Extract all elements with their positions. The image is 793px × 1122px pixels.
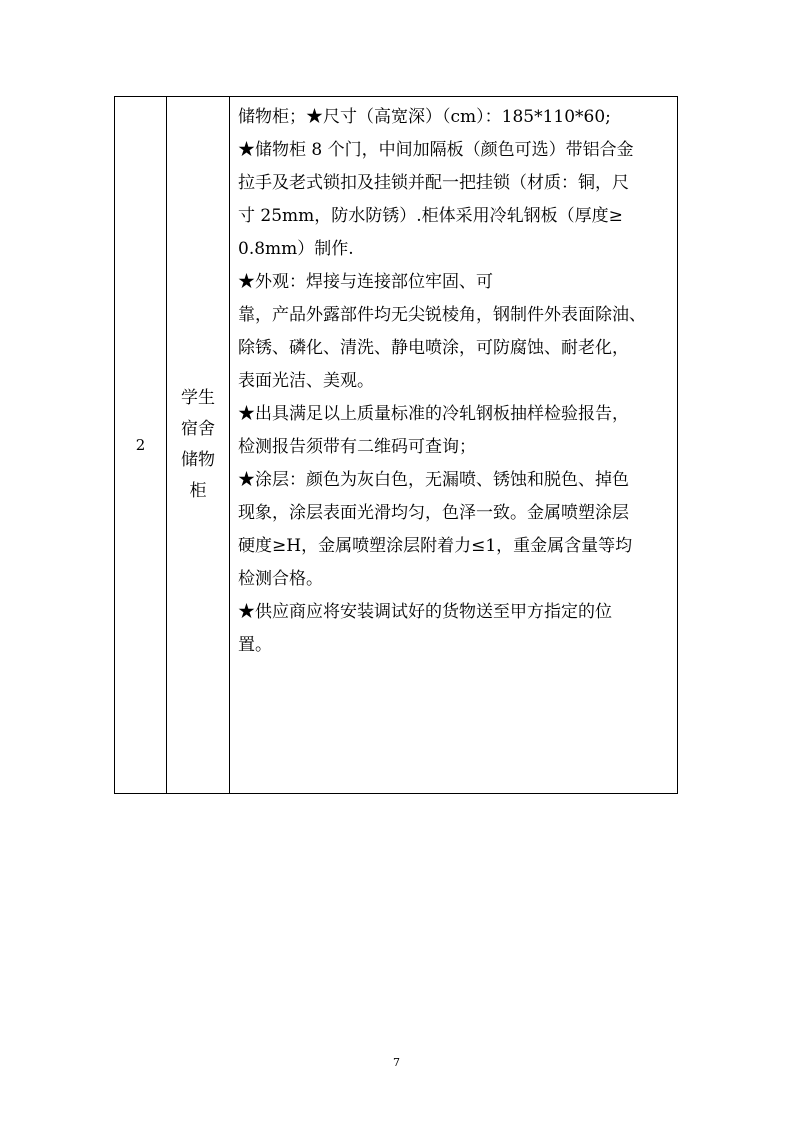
description-line: 0.8mm）制作.	[238, 239, 354, 259]
item-number: 2	[135, 436, 146, 454]
description-line: 靠，产品外露部件均无尖锐棱角，钢制件外表面除油、	[238, 305, 646, 325]
item-description-cell	[230, 97, 678, 794]
description-line: ★储物柜 8 个门，中间加隔板（颜色可选）带铝合金	[238, 140, 634, 160]
table-row	[115, 97, 678, 794]
description-line: 表面光洁、美观。	[238, 371, 374, 391]
description-line: 检测合格。	[238, 569, 323, 589]
page-number: 7	[393, 1056, 400, 1069]
description-line: ★供应商应将安装调试好的货物送至甲方指定的位	[238, 602, 612, 622]
description-line: ★涂层：颜色为灰白色，无漏喷、锈蚀和脱色、掉色	[238, 470, 629, 490]
description-line: 除锈、磷化、清洗、静电喷涂，可防腐蚀、耐老化，	[238, 338, 629, 358]
description-line: ★外观：焊接与连接部位牢固、可	[238, 272, 493, 292]
description-line: 拉手及老式锁扣及挂锁并配一把挂锁（材质：铜，尺	[238, 173, 629, 193]
description-line: ★出具满足以上质量标准的冷轧钢板抽样检验报告，	[238, 404, 629, 424]
description-line: 检测报告须带有二维码可查询；	[238, 437, 476, 457]
item-number-cell	[115, 97, 167, 794]
description-line: 现象，涂层表面光滑均匀，色泽一致。金属喷塑涂层	[238, 503, 629, 523]
spec-table	[114, 96, 678, 794]
item-name-line: 学生	[181, 388, 215, 408]
description-line: 寸 25mm，防水防锈）.柜体采用冷轧钢板（厚度≥	[238, 206, 623, 226]
item-name-cell	[167, 97, 230, 794]
description-line: 硬度≥H，金属喷塑涂层附着力≤1，重金属含量等均	[238, 536, 633, 556]
item-name-line: 柜	[189, 481, 207, 501]
description-line: 储物柜；★尺寸（高宽深）（cm）：185*110*60;	[238, 107, 611, 127]
item-name-line: 宿舍	[181, 419, 215, 439]
description-line: 置。	[238, 635, 272, 655]
item-name-line: 储物	[181, 450, 215, 470]
